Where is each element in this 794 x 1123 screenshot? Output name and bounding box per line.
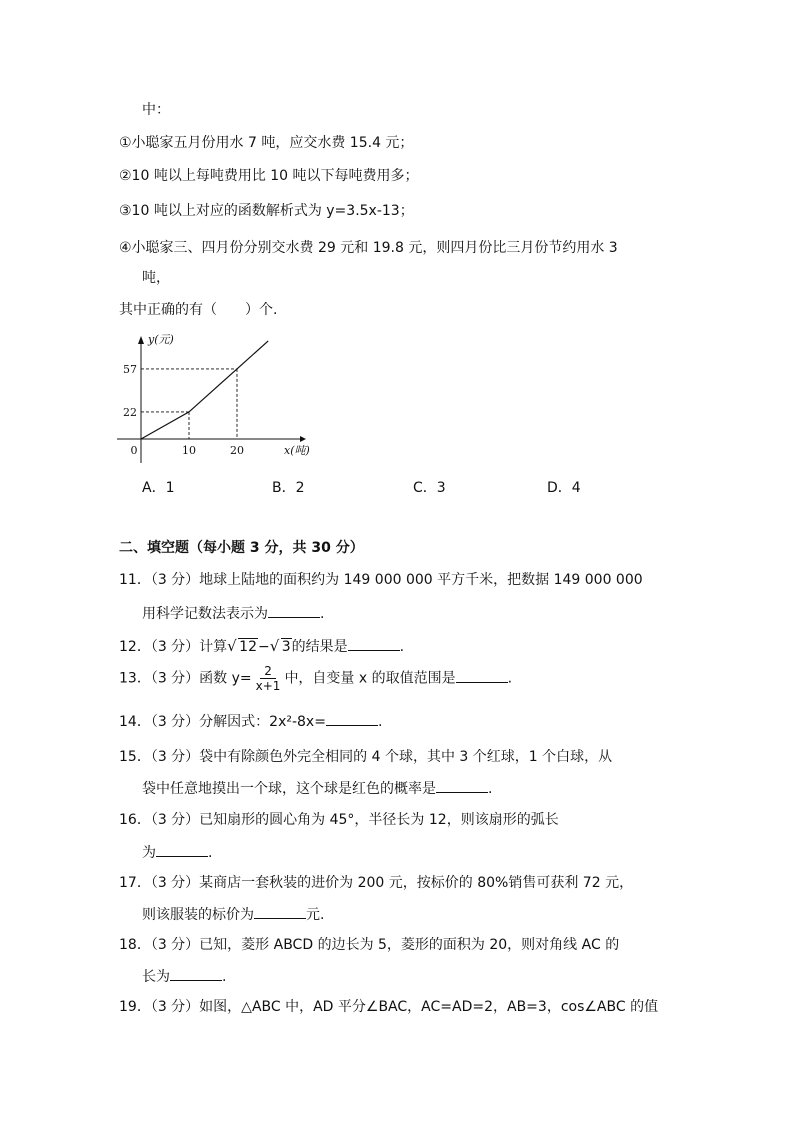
choice-a[interactable]: A．1: [142, 480, 175, 496]
statement-continuation: 中：: [142, 102, 170, 118]
q15-text: 袋中任意地摸出一个球，这个球是红色的概率是: [142, 781, 436, 797]
answer-blank[interactable]: [326, 711, 378, 726]
q15-line1: 15．（3 分）袋中有除颜色外完全相同的 4 个球，其中 3 个红球，1 个白球，从: [119, 749, 613, 765]
q12-minus: −: [258, 639, 270, 655]
q13-end: .: [507, 670, 513, 687]
q12: [119, 636, 404, 657]
q11-text: 用科学记数法表示为: [142, 606, 268, 622]
q19-line1: 19．（3 分）如图，△ABC 中，AD 平分∠BAC，AC=AD=2，AB=3，cos∠ABC 的值: [119, 999, 659, 1015]
answer-blank[interactable]: [156, 842, 208, 857]
q17-line2: [142, 904, 324, 925]
q15-line2: [142, 778, 492, 799]
q16-text: 为: [142, 845, 156, 861]
q14-text: 14．（3 分）分解因式：: [119, 714, 270, 730]
q12-text2: 的结果是: [291, 639, 348, 655]
x-tick-20: 20: [230, 444, 244, 457]
statement-2: ②10 吨以上每吨费用比 10 吨以下每吨费用多；: [119, 168, 419, 184]
q17-line1: 17．（3 分）某商店一套秋装的进价为 200 元，按标价的 80%销售可获利 72 元，: [119, 875, 634, 891]
q17-text: 则该服装的标价为: [142, 907, 254, 923]
q11-line1: 11．（3 分）地球上陆地的面积约为 149 000 000 平方千米，把数据 149 000 000: [119, 572, 643, 588]
y-axis-label: y(元): [148, 333, 174, 346]
fee-line: [141, 341, 268, 439]
q15-end: .: [488, 781, 493, 797]
choice-d[interactable]: D．4: [547, 480, 581, 496]
y-axis-arrow: [138, 336, 144, 344]
q18-text: 长为: [142, 969, 170, 985]
answer-blank[interactable]: [348, 636, 400, 651]
statement-4: ④小聪家三、四月份分别交水费 29 元和 19.8 元，则四月份比三月份节约用水 3: [119, 240, 618, 256]
q13-text2: 中，自变量 x 的取值范围是: [284, 670, 456, 687]
q12-end: .: [399, 639, 405, 655]
sqrt-12: √ 12: [227, 637, 257, 655]
choice-c[interactable]: C．3: [413, 480, 446, 496]
q13: [119, 664, 512, 693]
q13-y: y=: [231, 670, 252, 687]
sqrt-3: √ 3: [269, 637, 291, 655]
x-axis-arrow: [300, 436, 306, 442]
q16-line1: 16．（3 分）已知扇形的圆心角为 45°，半径长为 12，则该扇形的弧长: [119, 812, 559, 828]
q17-end: 元.: [306, 907, 325, 923]
q14-end: .: [377, 714, 383, 730]
q18-end: .: [222, 969, 227, 985]
water-fee-graph: [112, 330, 312, 470]
section-heading: 二、填空题（每小题 3 分，共 30 分）: [119, 540, 364, 556]
q12-text: 12．（3 分）计算: [119, 639, 228, 655]
choice-b[interactable]: B．2: [272, 480, 305, 496]
q18-line1: 18．（3 分）已知，菱形 ABCD 的边长为 5，菱形的面积为 20，则对角线 AC 的: [119, 937, 620, 953]
answer-blank[interactable]: [170, 966, 222, 981]
q14-expr: 2x²-8x=: [269, 714, 326, 730]
q16-end: .: [208, 845, 213, 861]
x-tick-10: 10: [182, 444, 196, 457]
statement-4-cont: 吨，: [142, 270, 170, 286]
answer-blank[interactable]: [456, 668, 508, 683]
origin-label: 0: [130, 444, 138, 457]
q11-end: .: [320, 606, 325, 622]
y-tick-57: 57: [123, 362, 137, 376]
y-tick-22: 22: [123, 405, 137, 419]
q14: [119, 711, 382, 732]
q16-line2: [142, 842, 212, 863]
answer-blank[interactable]: [436, 778, 488, 793]
statement-1: ①小聪家五月份用水 7 吨，应交水费 15.4 元；: [119, 135, 414, 151]
q13-text: 13．（3 分）函数: [119, 670, 232, 687]
x-axis-label: x(吨): [284, 444, 310, 457]
fraction: $\frac{2}{x+1}$: [255, 664, 281, 693]
statement-3: ③10 吨以上对应的函数解析式为 y=3.5x-13；: [119, 203, 414, 219]
answer-blank[interactable]: [268, 603, 320, 618]
q11-line2: [142, 603, 324, 624]
question-prompt: 其中正确的有（ ）个.: [119, 302, 278, 318]
q18-line2: [142, 966, 226, 987]
answer-blank[interactable]: [254, 904, 306, 919]
